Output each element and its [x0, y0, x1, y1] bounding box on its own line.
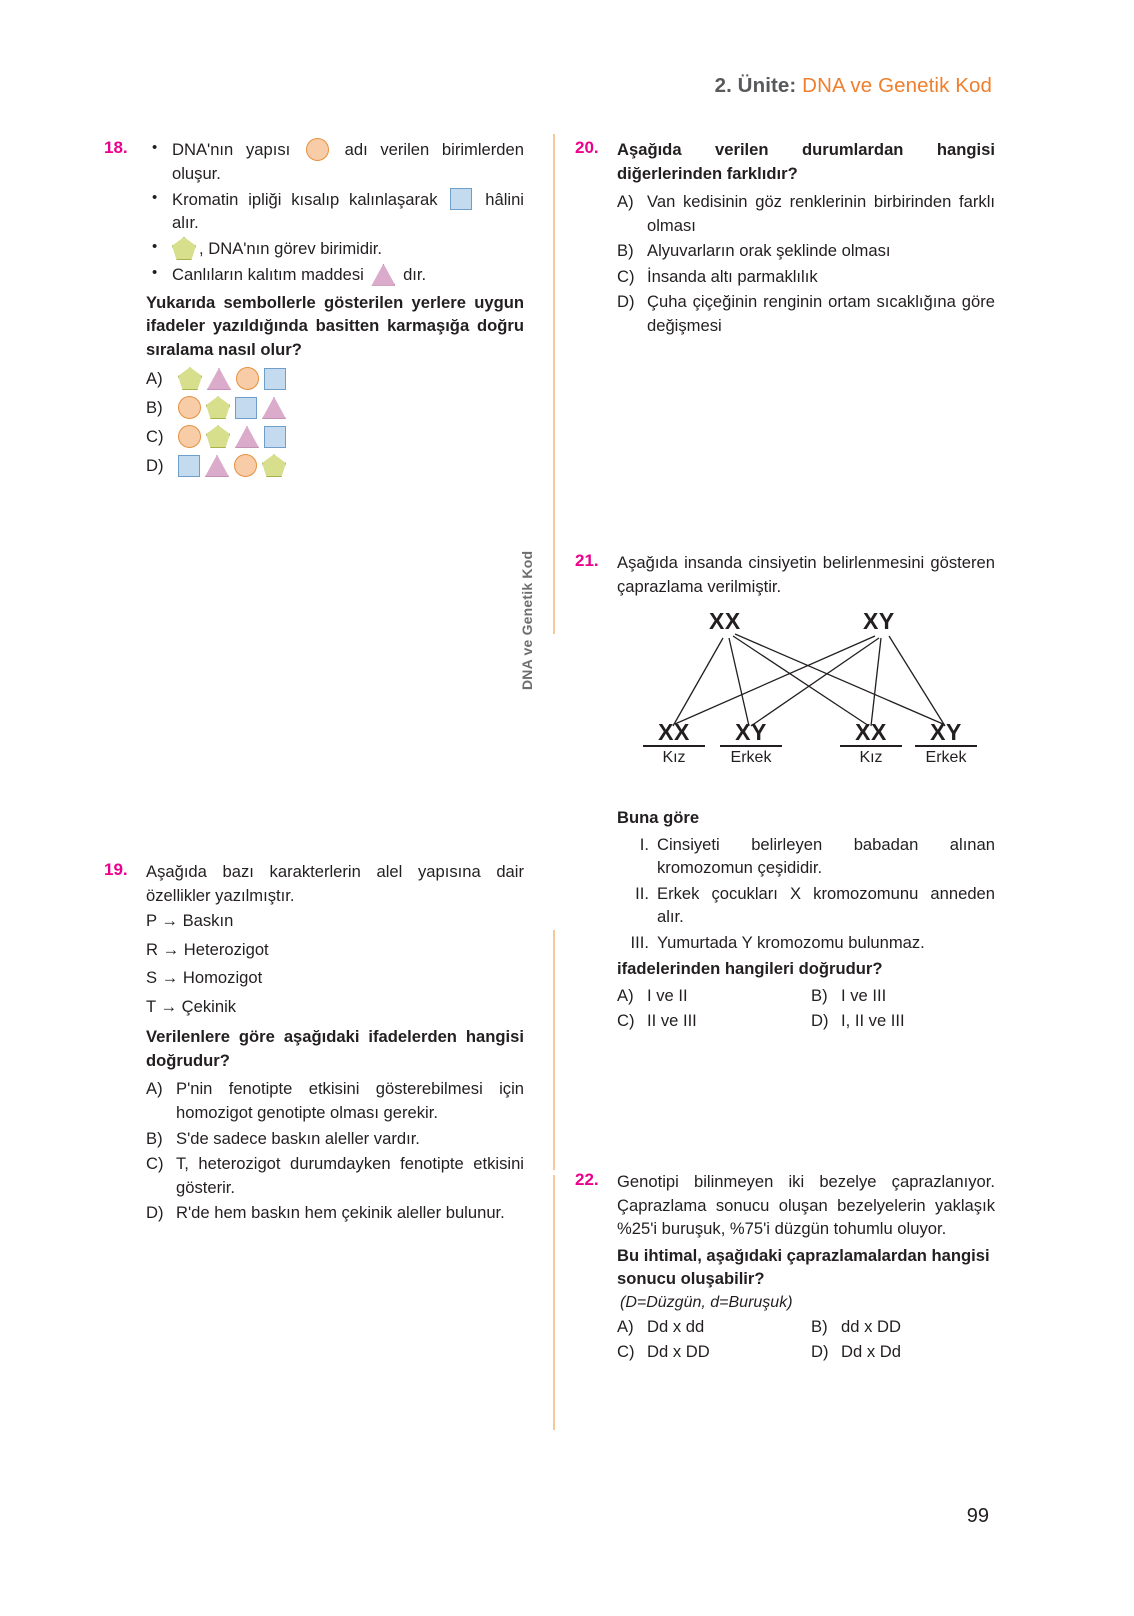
square-shape-icon	[178, 455, 200, 477]
roman-numeral: I.	[639, 834, 649, 854]
mapping-row: P → Baskın	[146, 911, 234, 931]
mapping-row: T → Çekinik	[146, 996, 237, 1016]
option-b[interactable]	[617, 239, 995, 263]
pentagon-shape-icon	[262, 454, 286, 477]
column-divider-top	[553, 134, 555, 634]
offspring-label: Kız	[662, 749, 686, 767]
question-21-stem: Aşağıda insanda cinsiyetin belirlenmesini gösteren çaprazlama verilmiştir.	[617, 553, 995, 596]
mapping-row: S → Homozigot	[146, 968, 263, 988]
parent-genotype-right: XY	[863, 608, 895, 635]
option-letter: C)	[617, 1341, 635, 1361]
square-shape-icon	[450, 188, 472, 210]
bullet-text-after: dır.	[403, 264, 427, 284]
option-letter: D)	[811, 1011, 829, 1031]
option-letter: D)	[617, 292, 635, 312]
roman-numeral: III.	[630, 932, 649, 952]
option-shape-sequence	[178, 425, 286, 448]
option-text: I ve II	[647, 986, 688, 1006]
question-22-options	[617, 1317, 995, 1362]
option-text: I ve III	[841, 986, 887, 1006]
offspring-genotype: XX	[855, 719, 887, 746]
list-item	[146, 263, 524, 287]
question-19-mappings	[146, 907, 524, 1021]
offspring-genotype: XX	[658, 719, 690, 746]
roman-item-text: Erkek çocukları X kromozomunu anneden alır.	[657, 883, 995, 927]
offspring-genotype: XY	[930, 719, 962, 746]
page-header	[715, 74, 992, 98]
option-letter: B)	[811, 1316, 828, 1336]
roman-numeral: II.	[635, 883, 649, 903]
triangle-shape-icon	[205, 455, 229, 477]
option-d[interactable]	[617, 290, 995, 337]
list-item	[146, 188, 524, 235]
option-text: Çuha çiçeğinin renginin ortam sıcaklığına göre değişmesi	[647, 292, 995, 335]
circle-shape-icon	[306, 138, 329, 161]
option-c[interactable]	[146, 1152, 524, 1199]
option-letter: D)	[146, 1203, 164, 1223]
question-18-bullets	[146, 138, 524, 287]
triangle-shape-icon	[262, 397, 286, 419]
option-c[interactable]	[617, 1342, 801, 1362]
option-b[interactable]	[811, 1317, 995, 1337]
roman-item	[617, 833, 995, 880]
list-item	[146, 237, 524, 261]
option-letter: A)	[617, 1316, 634, 1336]
offspring-label: Erkek	[925, 749, 967, 767]
option-a[interactable]	[146, 367, 524, 390]
option-d[interactable]	[146, 1201, 524, 1225]
option-text: Dd x Dd	[841, 1341, 901, 1361]
circle-shape-icon	[234, 454, 257, 477]
triangle-shape-icon	[235, 426, 259, 448]
question-22-prompt: Bu ihtimal, aşağıdaki çaprazlamalardan hangisi sonucu oluşabilir?	[617, 1245, 990, 1289]
underline-rule	[840, 745, 902, 747]
option-text: T, heterozigot durumdayken fenotipte etkisini gösterir.	[176, 1154, 524, 1197]
option-letter: A)	[617, 986, 634, 1006]
offspring-2	[716, 720, 786, 767]
offspring-1	[639, 720, 709, 767]
bullet-text-after: hâlini alır.	[172, 189, 524, 233]
right-column	[575, 138, 995, 1361]
option-b[interactable]	[811, 986, 995, 1006]
list-item	[146, 138, 524, 186]
option-text: İnsanda altı parmaklılık	[647, 266, 818, 286]
roman-item-text: Yumurtada Y kromozomu bulunmaz.	[657, 932, 925, 952]
question-18-options	[146, 367, 524, 477]
option-a[interactable]	[617, 190, 995, 237]
option-letter: C)	[617, 266, 635, 286]
cross-diagram	[631, 608, 1021, 768]
question-20-prompt: Aşağıda verilen durumlardan hangisi diğerlerinden farklıdır?	[617, 140, 995, 183]
page-number: 99	[966, 1505, 989, 1527]
underline-rule	[915, 745, 977, 747]
option-text: Van kedisinin göz renklerinin birbirinden farklı olması	[647, 192, 995, 235]
option-text: Alyuvarların orak şeklinde olması	[647, 241, 891, 261]
triangle-shape-icon	[207, 368, 231, 390]
bullet-text-before: Kromatin ipliği kısalıp kalınlaşarak	[172, 189, 438, 209]
option-letter: A)	[146, 1079, 163, 1099]
pentagon-shape-icon	[178, 367, 202, 390]
bullet-text-after: adı verilen birimlerden oluşur.	[172, 140, 524, 184]
triangle-shape-icon	[371, 264, 395, 286]
question-18	[104, 138, 524, 477]
question-21-prompt: ifadelerinden hangileri doğrudur?	[617, 958, 883, 978]
mapping-row: R → Heterozigot	[146, 939, 269, 959]
square-shape-icon	[264, 368, 286, 390]
left-column	[104, 138, 524, 1223]
option-text: S'de sadece baskın aleller vardır.	[176, 1128, 420, 1148]
question-19-prompt: Verilenlere göre aşağıdaki ifadelerden hangisi doğrudur?	[146, 1027, 524, 1070]
question-20	[575, 138, 995, 338]
underline-rule	[643, 745, 705, 747]
option-text: R'de hem baskın hem çekinik aleller bulunur.	[176, 1203, 505, 1223]
parent-genotype-left: XX	[709, 608, 741, 635]
buna-gore-heading: Buna göre	[617, 808, 700, 828]
option-text: Dd x DD	[647, 1341, 710, 1361]
roman-item	[617, 882, 995, 929]
option-letter: B)	[146, 1128, 163, 1148]
square-shape-icon	[264, 426, 286, 448]
option-text: P'nin fenotipte etkisini gösterebilmesi için homozigot genotipte olması gerekir.	[176, 1079, 524, 1122]
option-letter: C)	[617, 1011, 635, 1031]
option-a[interactable]	[617, 986, 801, 1006]
pentagon-shape-icon	[206, 425, 230, 448]
square-shape-icon	[235, 397, 257, 419]
option-letter: D)	[811, 1341, 829, 1361]
option-a[interactable]	[617, 1317, 801, 1337]
unit-name: DNA ve Genetik Kod	[802, 74, 992, 97]
option-letter: C)	[146, 1154, 164, 1174]
option-letter: B)	[146, 397, 163, 417]
offspring-label: Kız	[859, 749, 883, 767]
circle-shape-icon	[236, 367, 259, 390]
option-c[interactable]	[146, 425, 524, 448]
circle-shape-icon	[178, 425, 201, 448]
option-d[interactable]	[811, 1011, 995, 1031]
pentagon-shape-icon	[206, 396, 230, 419]
option-letter: D)	[146, 455, 164, 475]
question-20-number: 20.	[575, 138, 599, 157]
bullet-text-after: , DNA'nın görev birimidir.	[199, 238, 382, 258]
circle-shape-icon	[178, 396, 201, 419]
option-c[interactable]	[617, 265, 995, 289]
vertical-chapter-label: DNA ve Genetik Kod	[519, 550, 535, 690]
option-d[interactable]	[146, 454, 524, 477]
roman-item-text: Cinsiyeti belirleyen babadan alınan kromozomun çeşididir.	[657, 834, 995, 878]
question-19-options	[146, 1077, 524, 1224]
question-22-note: (D=Düzgün, d=Buruşuk)	[620, 1293, 793, 1311]
question-21-number: 21.	[575, 551, 599, 570]
question-19-number: 19.	[104, 860, 128, 879]
option-c[interactable]	[617, 1011, 801, 1031]
question-22	[575, 1170, 995, 1362]
bullet-text-before: DNA'nın yapısı	[172, 140, 291, 159]
option-shape-sequence	[178, 367, 286, 390]
option-letter: B)	[617, 241, 634, 261]
option-letter: A)	[146, 368, 163, 388]
option-text: II ve III	[647, 1011, 697, 1031]
option-a[interactable]	[146, 1077, 524, 1124]
underline-rule	[720, 745, 782, 747]
bullet-text-before: Canlıların kalıtım maddesi	[172, 264, 364, 284]
offspring-label: Erkek	[730, 749, 772, 767]
option-text: I, II ve III	[841, 1011, 905, 1031]
option-letter: C)	[146, 426, 164, 446]
column-divider-bottom	[553, 1175, 555, 1430]
option-b[interactable]	[146, 1127, 524, 1151]
column-divider-middle	[553, 930, 555, 1170]
question-19	[104, 860, 524, 1227]
question-22-stem: Genotipi bilinmeyen iki bezelye çaprazlanıyor. Çaprazlama sonucu oluşan bezelyelerin yaklaşık %25'i buruşuk, %75'i düzgün tohumlu oluyor.	[617, 1172, 995, 1239]
option-text: dd x DD	[841, 1316, 901, 1336]
question-20-options	[617, 190, 995, 337]
offspring-4	[911, 720, 981, 767]
offspring-genotype: XY	[735, 719, 767, 746]
option-text: Dd x dd	[647, 1316, 705, 1336]
question-21-items	[617, 833, 995, 955]
offspring-3	[836, 720, 906, 767]
option-b[interactable]	[146, 396, 524, 419]
question-19-stem: Aşağıda bazı karakterlerin alel yapısına dair özellikler yazılmıştır.	[146, 862, 524, 905]
question-18-prompt: Yukarıda sembollerle gösterilen yerlere uygun ifadeler yazıldığında basitten karmaşığa doğru sıralama nasıl olur?	[146, 292, 524, 359]
question-18-number: 18.	[104, 138, 128, 157]
unit-label: 2. Ünite:	[714, 74, 797, 97]
roman-item	[617, 931, 995, 955]
option-shape-sequence	[178, 454, 286, 477]
pentagon-shape-icon	[172, 237, 196, 260]
option-letter: A)	[617, 192, 634, 212]
option-shape-sequence	[178, 396, 286, 419]
option-letter: B)	[811, 986, 828, 1006]
option-d[interactable]	[811, 1342, 995, 1362]
question-21	[575, 551, 995, 1031]
question-22-number: 22.	[575, 1170, 599, 1189]
question-21-options	[617, 986, 995, 1031]
